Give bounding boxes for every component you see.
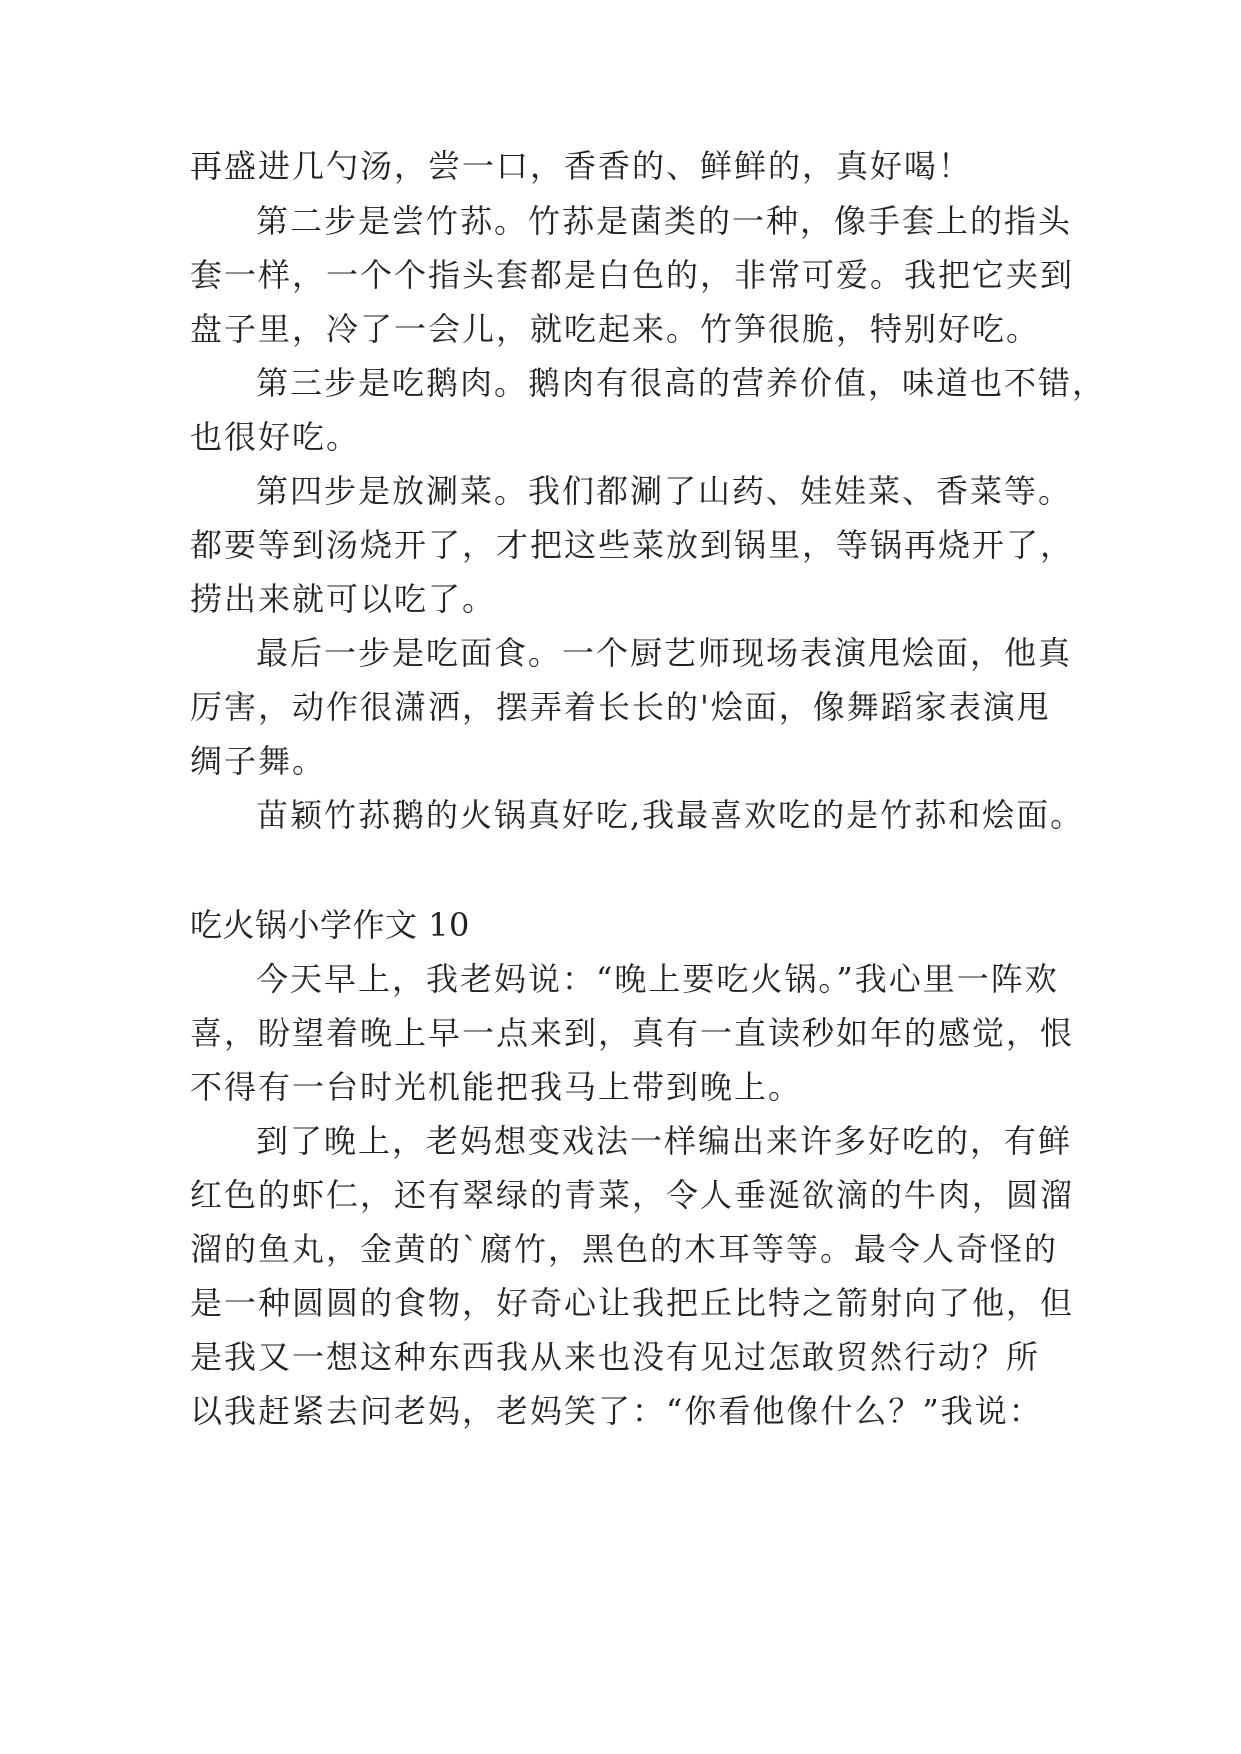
paragraph-start: 到了晚上，老妈想变戏法一样编出来许多好吃的，有鲜 bbox=[256, 1122, 1073, 1160]
text-line: 盘子里，冷了一会儿，就吃起来。竹笋很脆，特别好吃。 bbox=[190, 310, 1041, 348]
paragraph-start: 苗颖竹荪鹅的火锅真好吃,我最喜欢吃的是竹荪和烩面。 bbox=[256, 796, 1085, 834]
text-line: 也很好吃。 bbox=[190, 418, 361, 456]
text-line: 喜，盼望着晚上早一点来到，真有一直读秒如年的感觉，恨 bbox=[190, 1014, 1075, 1052]
text-line: 绸子舞。 bbox=[190, 742, 327, 780]
text-line: 溜的鱼丸，金黄的`腐竹，黑色的木耳等等。最令人奇怪的 bbox=[190, 1230, 1059, 1268]
text-line: 以我赶紧去问老妈，老妈笑了：“你看他像什么？”我说： bbox=[190, 1392, 1043, 1430]
text-line: 是一种圆圆的食物，好奇心让我把丘比特之箭射向了他，但 bbox=[190, 1284, 1075, 1322]
text-line: 红色的虾仁，还有翠绿的青菜，令人垂涎欲滴的牛肉，圆溜 bbox=[190, 1176, 1075, 1214]
paragraph-start: 最后一步是吃面食。一个厨艺师现场表演甩烩面，他真 bbox=[256, 634, 1073, 672]
paragraph-start: 第三步是吃鹅肉。鹅肉有很高的营养价值，味道也不错， bbox=[256, 364, 1107, 402]
text-line: 都要等到汤烧开了，才把这些菜放到锅里，等锅再烧开了， bbox=[190, 526, 1075, 564]
paragraph-start: 第四步是放涮菜。我们都涮了山药、娃娃菜、香菜等。 bbox=[256, 472, 1073, 510]
text-line: 套一样，一个个指头套都是白色的，非常可爱。我把它夹到 bbox=[190, 256, 1075, 294]
text-line: 捞出来就可以吃了。 bbox=[190, 580, 497, 618]
text-line: 厉害，动作很潇洒，摆弄着长长的'烩面，像舞蹈家表演甩 bbox=[190, 688, 1051, 726]
text-line: 再盛进几勺汤，尝一口，香香的、鲜鲜的，真好喝！ bbox=[190, 147, 973, 185]
paragraph-start: 今天早上，我老妈说：“晚上要吃火锅。”我心里一阵欢 bbox=[256, 960, 1059, 998]
section-title: 吃火锅小学作文 10 bbox=[190, 906, 470, 944]
paragraph-start: 第二步是尝竹荪。竹荪是菌类的一种，像手套上的指头 bbox=[256, 202, 1073, 240]
text-line: 不得有一台时光机能把我马上带到晚上。 bbox=[190, 1068, 803, 1106]
text-line: 是我又一想这种东西我从来也没有见过怎敢贸然行动？所 bbox=[190, 1338, 1041, 1376]
